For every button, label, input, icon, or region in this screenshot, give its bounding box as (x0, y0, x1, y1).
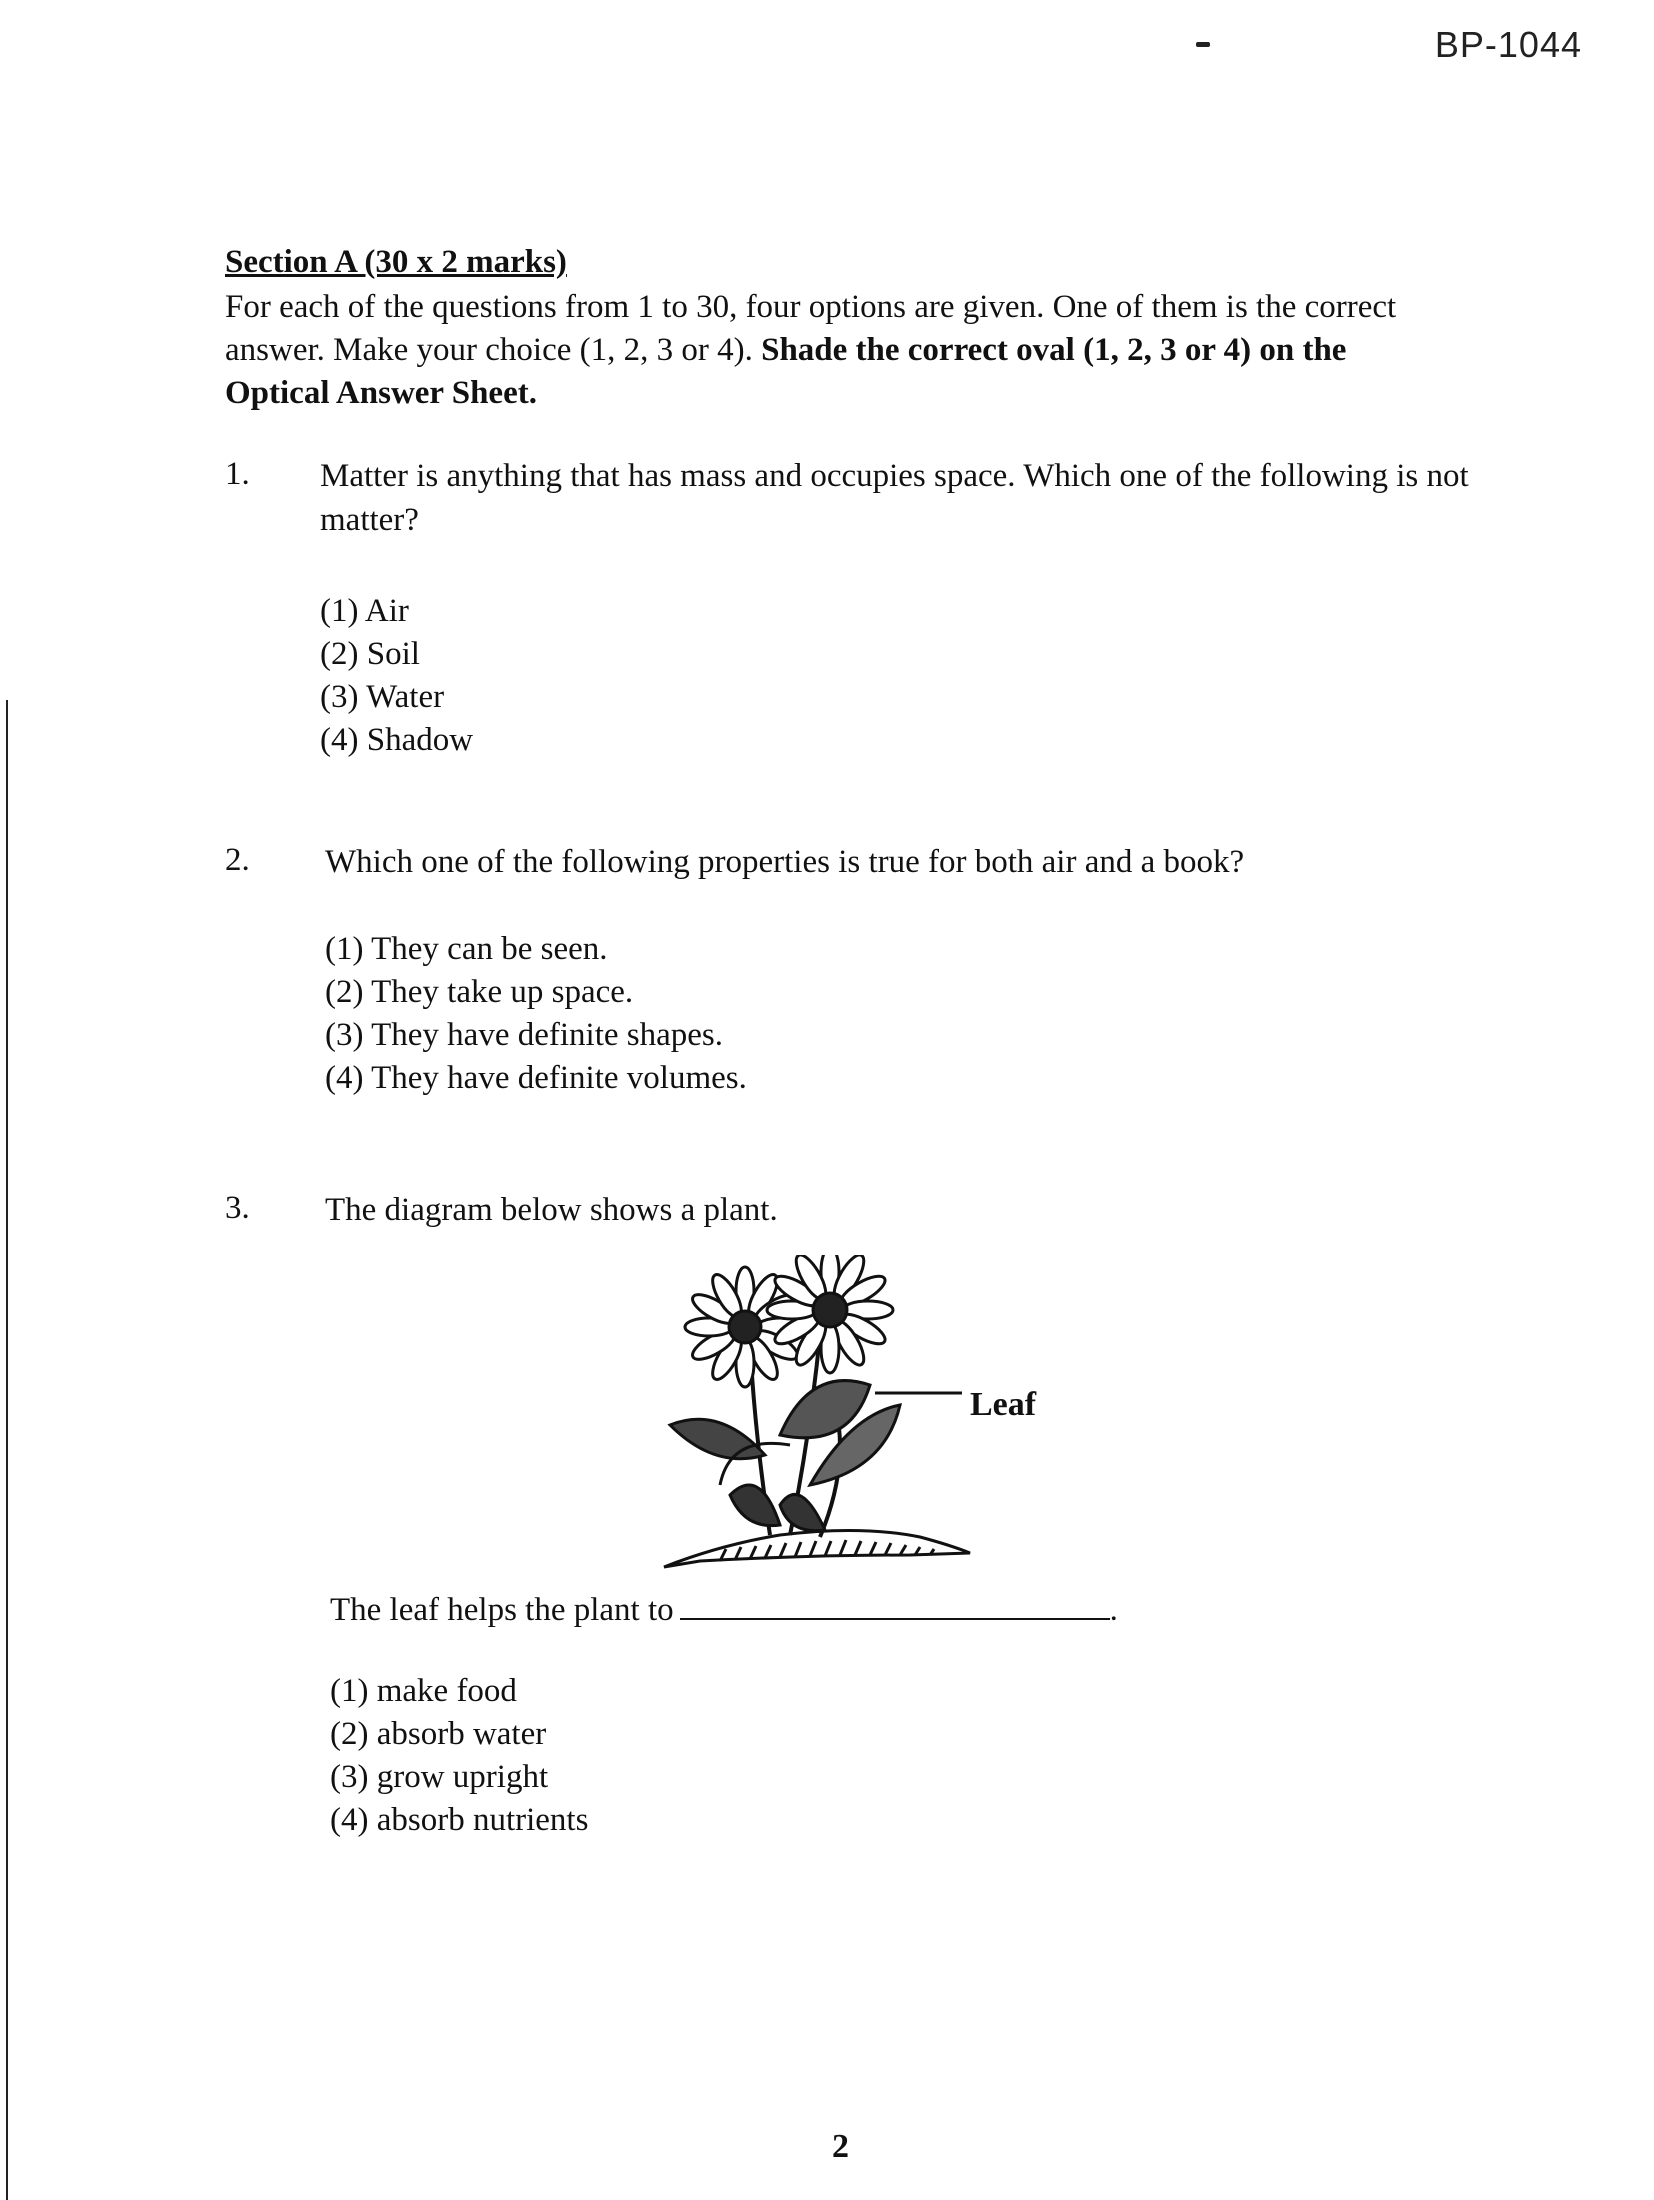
question-3-option-3: (3) grow upright (330, 1759, 549, 1795)
question-3-option-4: (4) absorb nutrients (330, 1802, 589, 1838)
question-1-option-2: (2) Soil (320, 636, 420, 672)
question-3-option-1: (1) make food (330, 1673, 517, 1709)
question-1-option-1: (1) Air (320, 593, 409, 629)
page-number: 2 (832, 2128, 849, 2165)
page-code: BP-1044 (1434, 24, 1582, 65)
question-2-number: 2. (225, 842, 250, 878)
question-1-number: 1. (225, 456, 250, 492)
question-3-stem (330, 1588, 1480, 1632)
instructions-bold-text: Shade the correct oval (1, 2, 3 or 4) on the Optical Answer Sheet. (225, 332, 1347, 411)
question-2-option-3: (3) They have definite shapes. (325, 1017, 723, 1053)
question-1-text: Matter is anything that has mass and occupies space. Which one of the following is not matter? (320, 458, 1469, 538)
question-1-option-4: (4) Shadow (320, 722, 474, 758)
question-3-stem-text: The leaf helps the plant to (330, 1592, 674, 1628)
question-2-options (325, 928, 747, 1100)
answer-blank (680, 1588, 1110, 1620)
question-1-options (320, 590, 473, 762)
question-3-text: The diagram below shows a plant. (325, 1192, 778, 1228)
section-title: Section A (30 x 2 marks) (225, 244, 567, 280)
question-2-option-1: (1) They can be seen. (325, 931, 608, 967)
question-2-text: Which one of the following properties is true for both air and a book? (325, 844, 1245, 880)
question-1-option-3: (3) Water (320, 679, 445, 715)
question-2-option-4: (4) They have definite volumes. (325, 1060, 747, 1096)
question-2-option-2: (2) They take up space. (325, 974, 634, 1010)
scan-mark (1196, 42, 1210, 47)
soil-mound (664, 1530, 970, 1567)
question-3-number: 3. (225, 1190, 250, 1226)
question-3-stem-end: . (1109, 1592, 1118, 1628)
plant-leaves (670, 1381, 900, 1531)
instructions-text: For each of the questions from 1 to 30, four options are given. One of them is the correct answer. Make your choice (1, 2, 3 or 4). (225, 289, 1397, 368)
question-3-options (330, 1670, 588, 1842)
margin-rule (6, 700, 8, 2200)
leaf-label: Leaf (970, 1386, 1037, 1423)
question-3-option-2: (2) absorb water (330, 1716, 547, 1752)
section-instructions (225, 286, 1455, 415)
